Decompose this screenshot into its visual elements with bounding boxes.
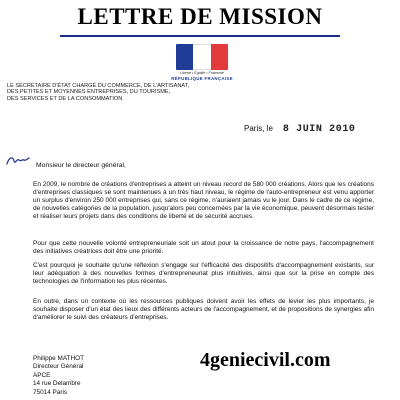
- paragraph: En outre, dans un contexte où les ressources publiques doivent avoir les effets de levier les plus importants, je souhaite disposer d'un état des lieux des différents acteurs de l'accompagnement, et de propositions de synergies afin d'améliorer le suivi des créateurs d'entreprises.: [33, 298, 374, 321]
- recipient-title: Directeur Général: [33, 363, 84, 371]
- watermark-text: 4geniecivil.com: [200, 349, 331, 371]
- recipient-street: 14 rue Delambre: [33, 380, 81, 388]
- salutation: Monsieur le directeur général,: [36, 162, 126, 169]
- paragraph: C'est pourquoi je souhaite qu'une réflexion s'engage sur l'efficacité des dispositifs d'accompagnement existants, sur leur adéquation à des nouvelles formes d'entrepreneuriat plus intuitives, ainsi que sur la prise en compte des technologies de l'information les plus récentes.: [33, 262, 374, 285]
- ministry-line: DES SERVICES ET DE LA CONSOMMATION: [7, 95, 123, 102]
- date-stamp: 8 JUIN 2010: [282, 124, 356, 135]
- logo-republic: RÉPUBLIQUE FRANÇAISE: [171, 76, 233, 81]
- ministry-line: DES PETITES ET MOYENNES ENTREPRISES, DU TOURISME,: [7, 89, 171, 96]
- ministry-line: LE SECRÉTAIRE D'ÉTAT CHARGÉ DU COMMERCE, DE L'ARTISANAT,: [7, 83, 190, 89]
- recipient-org: APCE: [33, 371, 51, 379]
- ministry-header: [7, 83, 247, 102]
- headline-underline: [60, 35, 340, 37]
- handwritten-initial-icon: [5, 153, 31, 169]
- page-headline: LETTRE DE MISSION: [77, 4, 323, 29]
- recipient-name: Philippe MATHOT: [33, 355, 85, 362]
- date-line: [244, 124, 384, 135]
- logo-motto: Liberté • Égalité • Fraternité: [180, 71, 224, 75]
- paragraph: Pour que cette nouvelle volonté entrepreneuriale soit un atout pour la croissance de notre pays, l'accompagnement des initiatives créatrices doit être une priorité.: [33, 240, 374, 255]
- place-text: Paris, le: [244, 124, 273, 133]
- paragraph: En 2009, le nombre de créations d'entreprises a atteint un niveau record de 580 000 créations. Alors que les créations d'entreprises classiques se sont maintenues à un très haut niveau, le régime de l'auto-entrepreneur est venu apporter un surplus d'environ 250 000 entreprises qui, sans ce régime, n'auraient jamais vu le jour. Dans le cadre de ce régime, de nouvelles catégories de la population, jusqu'alors peu concernées par la vie économique, peuvent désormais tester et réaliser leurs projets dans des conditions de liberté et de sécurité accrues.: [33, 181, 374, 220]
- marianne-logo: [165, 44, 239, 82]
- tricolor-flag-icon: [176, 44, 228, 70]
- recipient-address: [33, 355, 84, 397]
- recipient-city: 75014 Paris: [33, 388, 68, 396]
